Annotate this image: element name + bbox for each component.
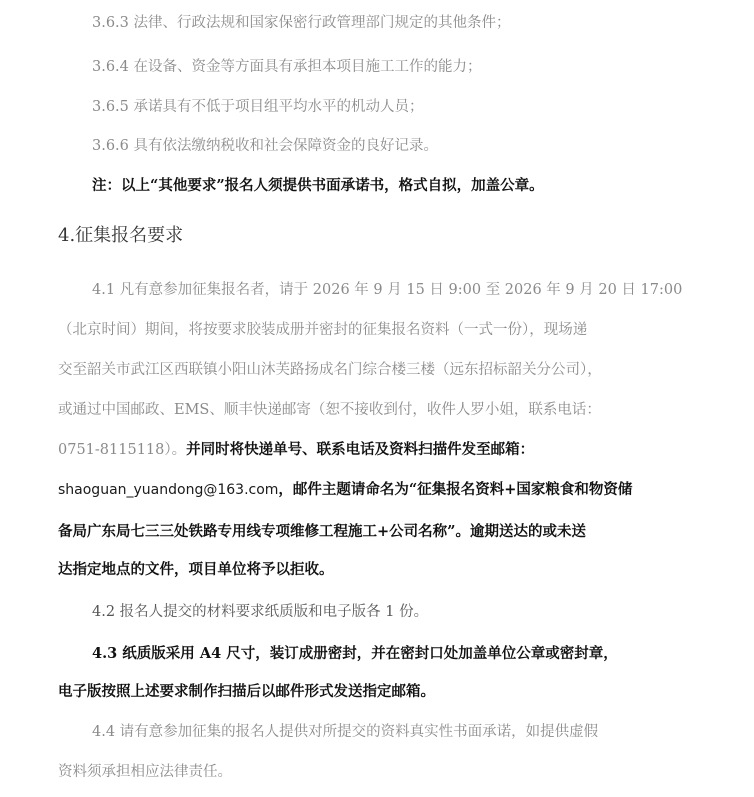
p43-line2: 电子版按照上述要求制作扫描后以邮件形式发送指定邮箱。 — [58, 683, 435, 700]
p44-line2: 资料须承担相应法律责任。 — [58, 764, 232, 780]
item-3-6-6: 3.6.6 具有依法缴纳税收和社会保障资金的良好记录。 — [92, 138, 439, 154]
p43-line1: 4.3 纸质版采用 A4 尺寸，装订成册密封，并在密封口处加盖单位公章或密封章， — [92, 645, 618, 662]
section-4-title: 4.征集报名要求 — [58, 225, 184, 246]
p44-line1: 4.4 请有意参加征集的报名人提供对所提交的资料真实性书面承诺，如提供虚假 — [92, 724, 599, 740]
p41-line3: 交至韶关市武江区西联镇小阳山沐芙路扬成名门综合楼三楼（远东招标韶关分公司）， — [58, 362, 602, 378]
email-address: shaoguan_yuandong@163.com — [58, 482, 279, 498]
p41-subject-instruction: ，邮件主题请命名为“征集报名资料+国家粮食和物资储 — [278, 481, 633, 498]
p41-email-instruction: 并同时将快递单号、联系电话及资料扫描件发至邮箱： — [186, 441, 535, 458]
item-3-6-3: 3.6.3 法律、行政法规和国家保密行政管理部门规定的其他条件； — [92, 15, 511, 31]
item-3-6-5: 3.6.5 承诺具有不低于项目组平均水平的机动人员； — [92, 99, 424, 115]
note-text: 注：以上“其他要求”报名人须提供书面承诺书，格式自拟，加盖公章。 — [92, 177, 544, 194]
p41-line7: 备局广东局七三三处铁路专用线专项维修工程施工+公司名称”。逾期送达的或未送 — [58, 523, 586, 540]
p41-line2: （北京时间）期间，将按要求胶装成册并密封的征集报名资料（一式一份），现场递 — [58, 322, 588, 338]
item-3-6-4: 3.6.4 在设备、资金等方面具有承担本项目施工工作的能力； — [92, 59, 482, 75]
p42-text: 4.2 报名人提交的材料要求纸质版和电子版各 1 份。 — [92, 604, 429, 620]
p41-line8: 达指定地点的文件，项目单位将予以拒收。 — [58, 561, 334, 578]
p41-phone: 0751-8115118）。 — [58, 442, 187, 458]
p41-line1: 4.1 凡有意参加征集报名者，请于 2026 年 9 月 15 日 9:00 至 2026 年 9 月 20 日 17:00 — [92, 282, 683, 298]
p41-line6 — [58, 480, 632, 500]
p41-line5 — [58, 440, 534, 460]
p41-line4: 或通过中国邮政、EMS、顺丰快递邮寄（恕不接收到付，收件人罗小姐，联系电话： — [58, 402, 601, 418]
